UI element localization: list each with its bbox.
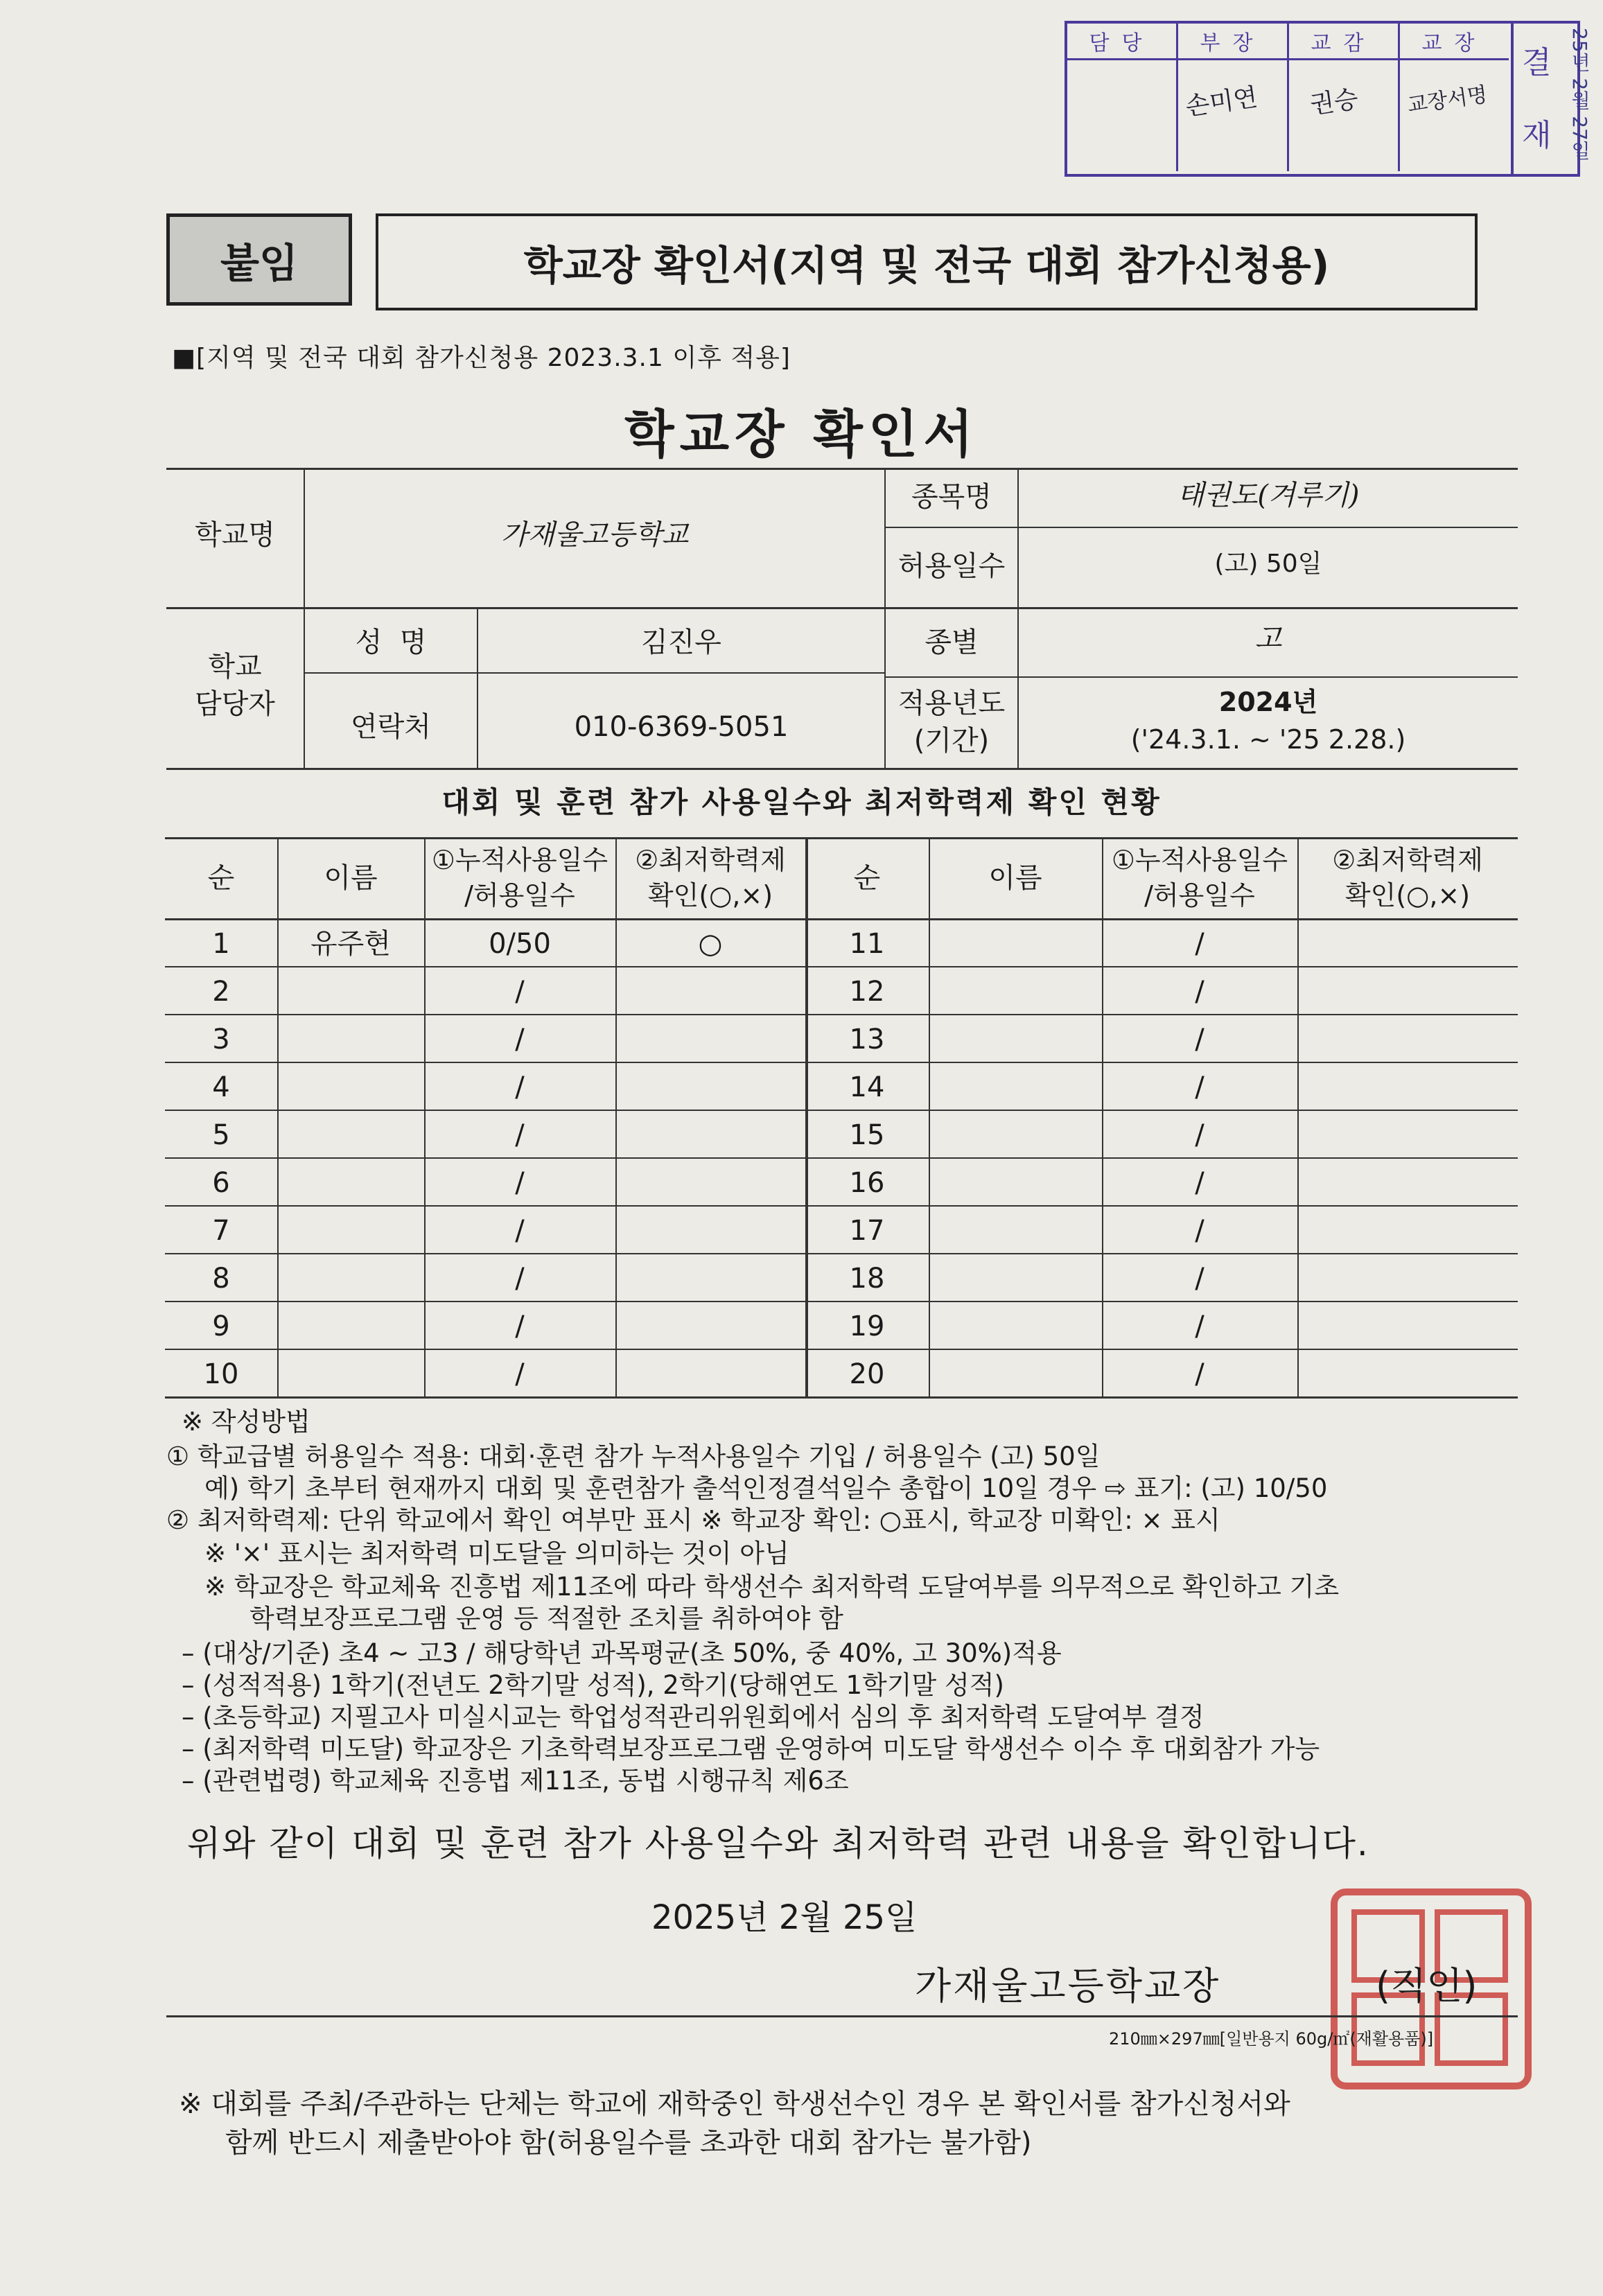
usage-table-title: 대회 및 훈련 참가 사용일수와 최저학력제 확인 현황 <box>441 785 1162 819</box>
note-criteria: – (대상/기준) 초4 ~ 고3 / 해당학년 과목평균(초 50%, 중 40%, 고 30%)적용 <box>182 1638 1062 1668</box>
approval-header-dept: 부장 <box>1178 24 1289 60</box>
table-row-divider <box>165 1349 1518 1350</box>
header-check: ②최저학력제 확인(○,×) <box>635 845 786 911</box>
signature-vice: 권승 <box>1308 85 1360 120</box>
note-2-sub-2-cont: 학력보장프로그램 운영 등 적절한 조치를 취하여야 함 <box>249 1604 843 1633</box>
cell-seq: 5 <box>212 1119 230 1151</box>
cell-seq: 3 <box>212 1024 230 1055</box>
note-grade-apply: – (성적적용) 1학기(전년도 2학기말 성적), 2학기(당해연도 1학기말 성적) <box>182 1670 1004 1700</box>
event-value: 태권도(겨루기) <box>1177 480 1360 511</box>
cell-days: / <box>1195 1119 1205 1151</box>
approval-label <box>1508 21 1591 177</box>
type-value: 고 <box>1254 623 1282 655</box>
signature-principal: 교장서명 <box>1405 82 1489 118</box>
cell-days: / <box>1195 928 1205 960</box>
cell-seq: 11 <box>849 928 885 960</box>
header-days: ①누적사용일수 /허용일수 <box>1111 845 1288 911</box>
table-row-divider <box>165 1301 1518 1302</box>
notes-heading: ※ 작성방법 <box>182 1407 310 1437</box>
header-name: 이름 <box>324 862 378 894</box>
cell-seq: 18 <box>849 1263 885 1295</box>
cell-days: / <box>1195 976 1205 1008</box>
cell-seq: 13 <box>849 1024 885 1055</box>
note-law: – (관련법령) 학교체육 진흥법 제11조, 동법 시행규칙 제6조 <box>182 1766 849 1796</box>
table-header-divider <box>165 918 1518 920</box>
type-label: 종별 <box>925 626 979 658</box>
cell-seq: 20 <box>849 1358 885 1390</box>
bottom-note-1: ※ 대회를 주최/주관하는 단체는 학교에 재학중인 학생선수인 경우 본 확인서를 참가신청서와 <box>179 2088 1290 2120</box>
contact-value: 010-6369-5051 <box>574 711 789 743</box>
cell-name: 유주현 <box>310 928 391 960</box>
cell-days: / <box>515 1024 525 1055</box>
header-name: 이름 <box>988 862 1042 894</box>
cell-days: / <box>1195 1167 1205 1199</box>
paper-spec: 210㎜×297㎜[일반용지 60g/㎡(재활용품)] <box>1109 2029 1434 2049</box>
cell-check: ○ <box>698 928 723 960</box>
issue-date: 2025년 2월 25일 <box>651 1898 918 1937</box>
cell-seq: 8 <box>212 1263 230 1295</box>
cell-days: / <box>1195 1215 1205 1247</box>
cell-seq: 1 <box>212 928 230 960</box>
document-subtitle: ■[지역 및 전국 대회 참가신청용 2023.3.1 이후 적용] <box>172 344 791 372</box>
note-1-example: 예) 학기 초부터 현재까지 대회 및 훈련참가 출석인정결석일수 총합이 10일 경우 ⇨ 표기: (고) 10/50 <box>204 1473 1328 1503</box>
cell-days: / <box>515 976 525 1008</box>
table-border-top <box>165 837 1518 839</box>
table-row-divider <box>165 1014 1518 1015</box>
main-title: 학교장 확인서 <box>624 405 979 464</box>
cell-seq: 19 <box>849 1311 885 1342</box>
table-row-divider <box>165 1205 1518 1207</box>
cell-seq: 6 <box>212 1167 230 1199</box>
note-2-sub-2: ※ 학교장은 학교체육 진흥법 제11조에 따라 학생선수 최저학력 도달여부를 의무적으로 확인하고 기초 <box>204 1572 1340 1602</box>
period-value: ('24.3.1. ~ '25 2.28.) <box>1130 724 1406 755</box>
table-border-bottom <box>165 1396 1518 1399</box>
cell-days: / <box>1195 1263 1205 1295</box>
approval-header-staff: 담당 <box>1067 24 1178 60</box>
cell-seq: 9 <box>212 1311 230 1342</box>
approval-header-principal: 교장 <box>1400 24 1509 60</box>
event-label: 종목명 <box>911 481 992 513</box>
table-column-divider <box>615 837 617 1396</box>
note-2-sub-1: ※ '×' 표시는 최저학력 미도달을 의미하는 것이 아님 <box>204 1539 789 1568</box>
cell-seq: 15 <box>849 1119 885 1151</box>
cell-days: 0/50 <box>489 928 551 960</box>
cell-days: / <box>515 1119 525 1151</box>
cell-seq: 7 <box>212 1215 230 1247</box>
contact-label: 연락처 <box>351 711 431 743</box>
approval-cell-staff <box>1067 60 1178 171</box>
cell-seq: 16 <box>849 1167 885 1199</box>
cell-days: / <box>515 1215 525 1247</box>
cell-days: / <box>1195 1311 1205 1342</box>
cell-days: / <box>515 1358 525 1390</box>
name-value: 김진우 <box>641 626 721 658</box>
approval-label-bottom: 재 <box>1522 118 1552 153</box>
approval-label-top: 결 <box>1522 45 1552 80</box>
manager-label: 학교 담당자 <box>195 651 275 720</box>
name-label: 성 명 <box>355 626 427 658</box>
note-2: ② 최저학력제: 단위 학교에서 확인 여부만 표시 ※ 학교장 확인: ○표시, 학교장 미확인: × 표시 <box>166 1505 1220 1535</box>
cell-days: / <box>1195 1071 1205 1103</box>
approval-box <box>1065 21 1514 177</box>
year-value: 2024년 <box>1218 687 1318 717</box>
note-elementary: – (초등학교) 지필고사 미실시교는 학업성적관리위원회에서 심의 후 최저학력 도달여부 결정 <box>182 1702 1205 1732</box>
cell-seq: 4 <box>212 1071 230 1103</box>
table-column-divider <box>1297 837 1299 1396</box>
cell-seq: 17 <box>849 1215 885 1247</box>
header-days: ①누적사용일수 /허용일수 <box>431 845 608 911</box>
table-row-divider <box>165 1062 1518 1063</box>
year-label: 적용년도 (기간) <box>897 687 1006 757</box>
header-seq: 순 <box>853 862 881 894</box>
signature-dept: 손미연 <box>1184 82 1260 122</box>
cell-days: / <box>515 1071 525 1103</box>
confirm-statement: 위와 같이 대회 및 훈련 참가 사용일수와 최저학력 관련 내용을 확인합니다. <box>187 1823 1369 1864</box>
cell-seq: 14 <box>849 1071 885 1103</box>
cell-days: / <box>515 1311 525 1342</box>
header-check: ②최저학력제 확인(○,×) <box>1332 845 1483 911</box>
cell-days: / <box>515 1167 525 1199</box>
footer-divider <box>166 2015 1518 2017</box>
school-label: 학교명 <box>195 519 275 551</box>
attachment-tag: 붙임 <box>166 213 352 306</box>
seal-label: (직인) <box>1376 1964 1478 2008</box>
note-below-minimum: – (최저학력 미도달) 학교장은 기초학력보장프로그램 운영하여 미도달 학생선수 이수 후 대회참가 가능 <box>182 1734 1320 1764</box>
school-principal: 가재울고등학교장 <box>915 1964 1221 2008</box>
approval-date: 25년 2월 27일 <box>1568 28 1591 160</box>
bottom-note-2: 함께 반드시 제출받아야 함(허용일수를 초과한 대회 참가는 불가함) <box>225 2127 1032 2159</box>
table-column-divider <box>277 837 279 1396</box>
note-1: ① 학교급별 허용일수 적용: 대회·훈련 참가 누적사용일수 기입 / 허용일수 (고) 50일 <box>166 1441 1101 1471</box>
cell-seq: 10 <box>203 1358 239 1390</box>
cell-days: / <box>515 1263 525 1295</box>
header-seq: 순 <box>207 862 235 894</box>
cell-seq: 2 <box>212 976 230 1008</box>
allowed-days-value: (고) 50일 <box>1214 550 1322 578</box>
approval-header-vice: 교감 <box>1289 24 1400 60</box>
table-row-divider <box>165 1157 1518 1159</box>
table-row-divider <box>165 1253 1518 1254</box>
document-title: 학교장 확인서(지역 및 전국 대회 참가신청용) <box>376 213 1478 310</box>
allowed-days-label: 허용일수 <box>897 550 1006 582</box>
cell-seq: 12 <box>849 976 885 1008</box>
table-column-divider <box>929 837 930 1396</box>
table-row-divider <box>165 966 1518 967</box>
cell-days: / <box>1195 1024 1205 1055</box>
table-row-divider <box>165 1110 1518 1111</box>
school-value: 가재울고등학교 <box>500 519 689 551</box>
cell-days: / <box>1195 1358 1205 1390</box>
